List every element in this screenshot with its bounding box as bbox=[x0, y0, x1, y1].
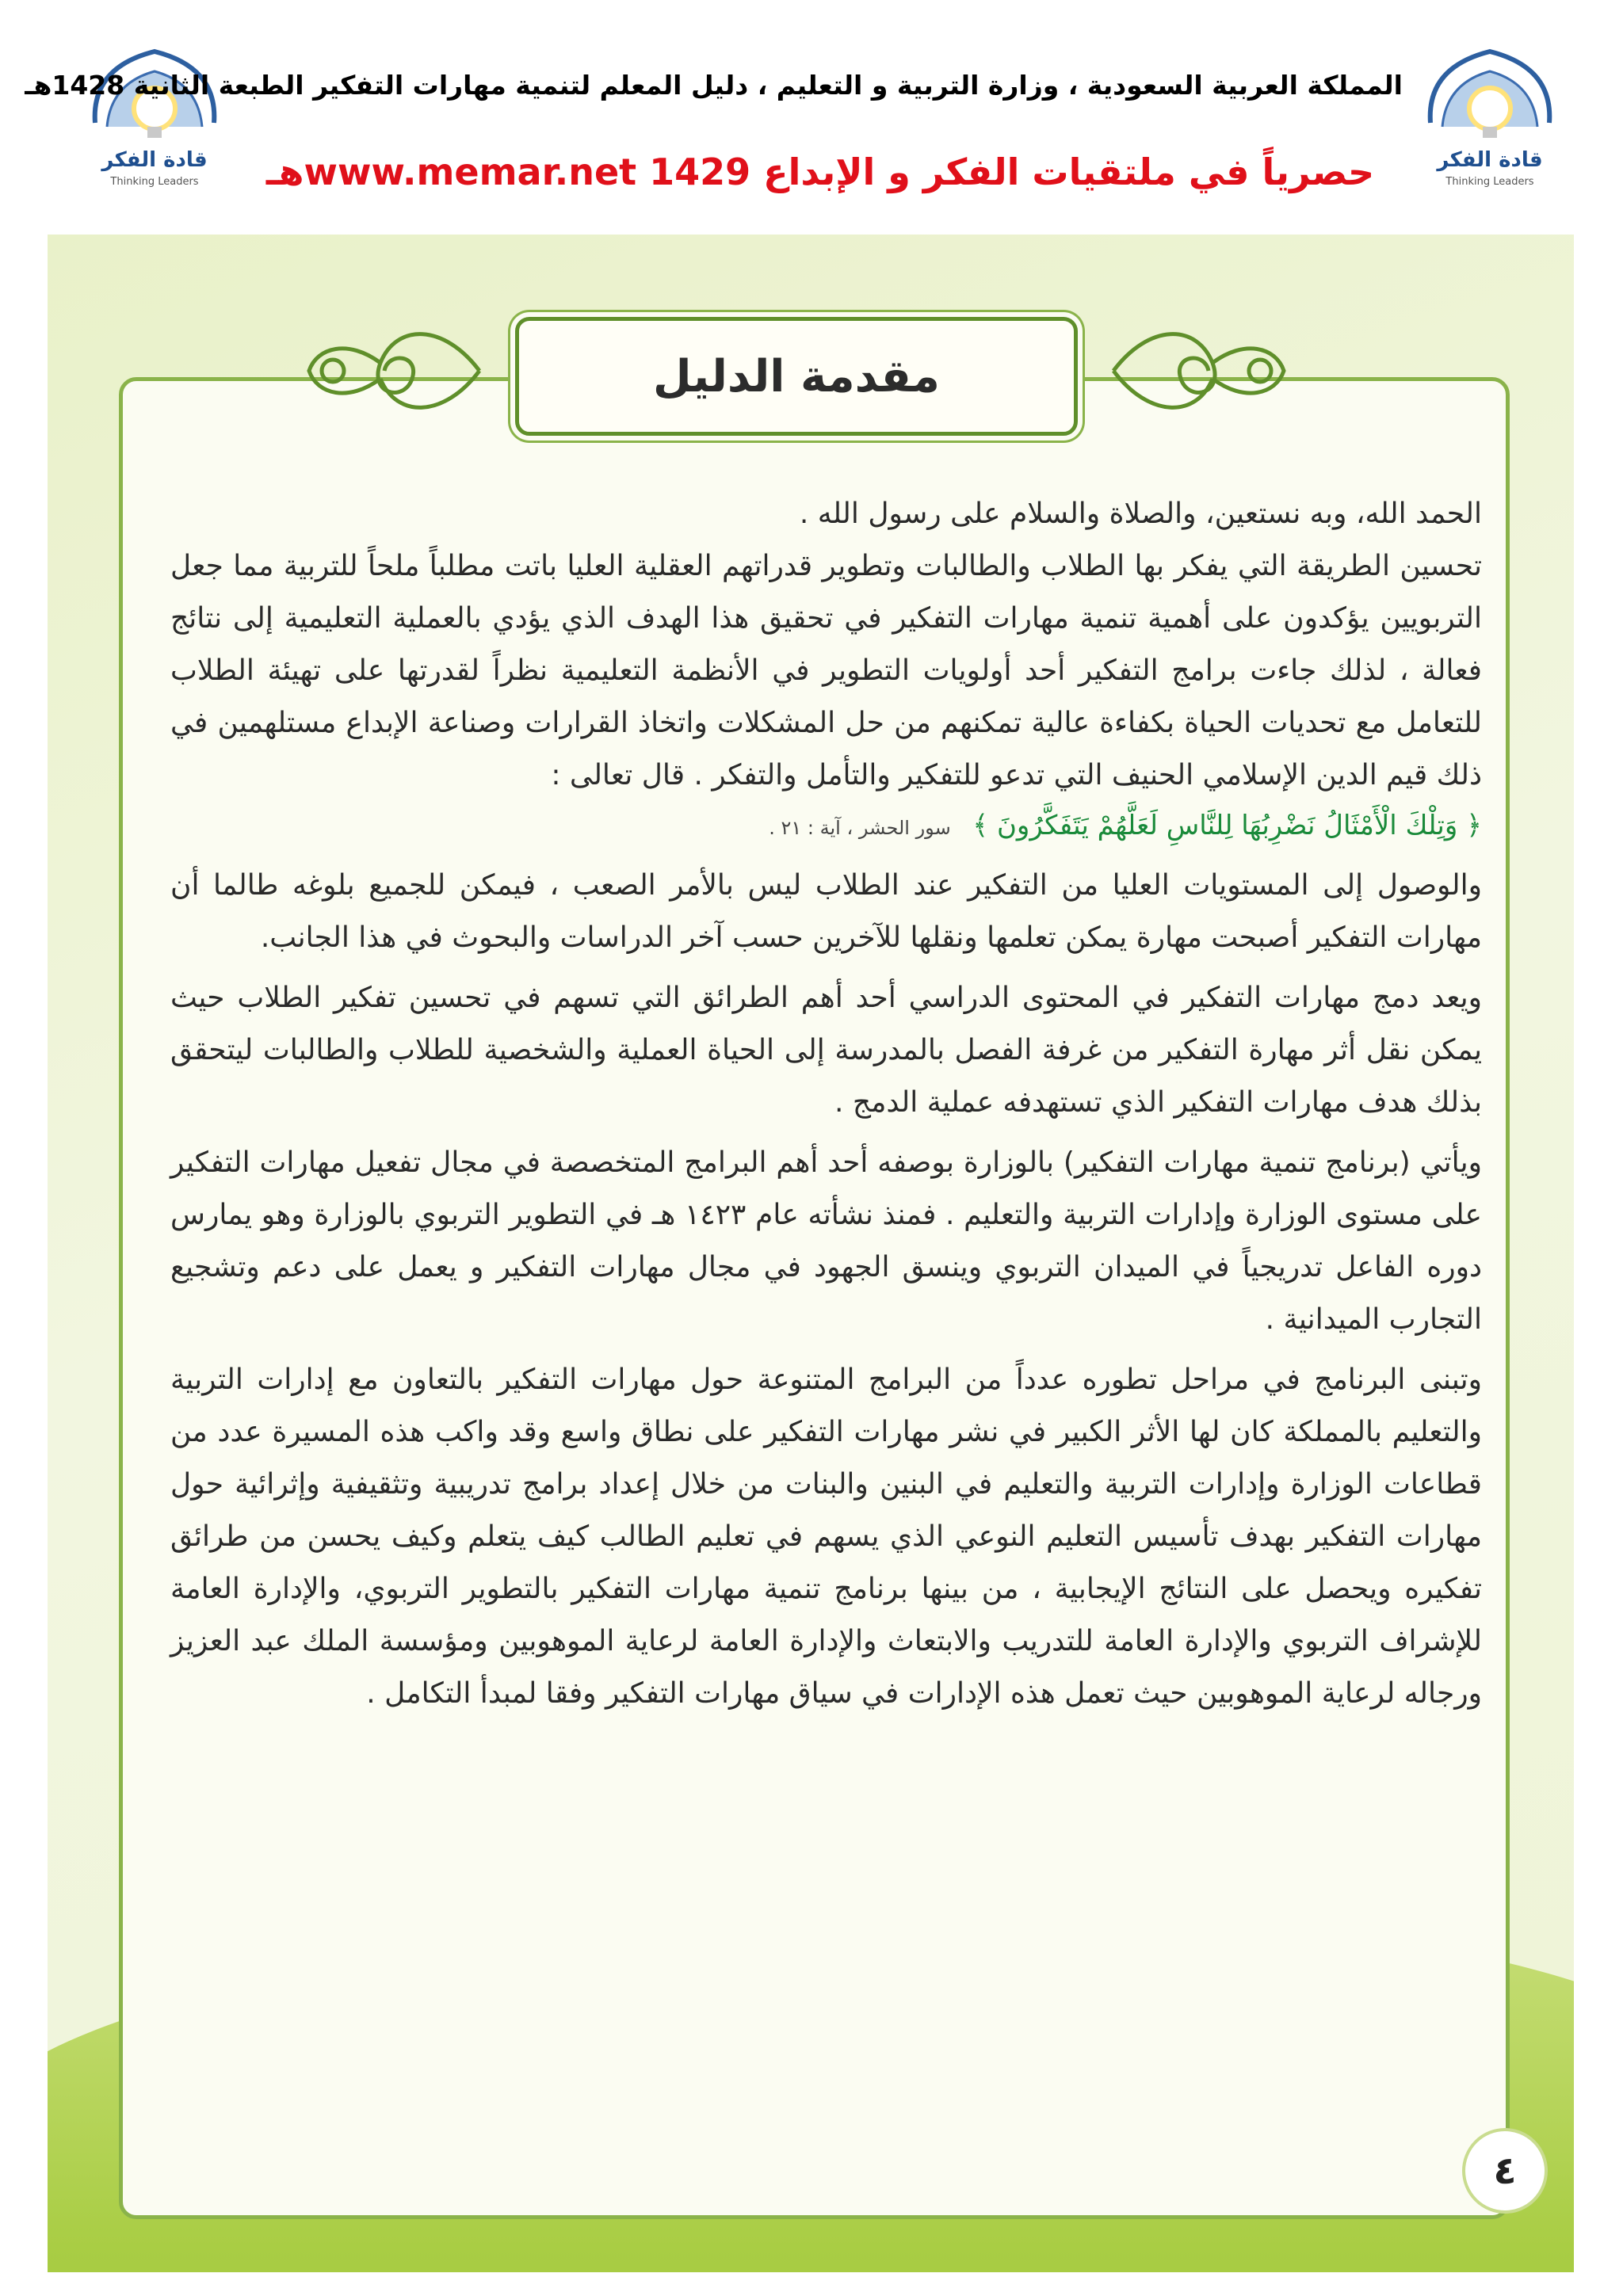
paragraph-thinking-importance: تحسين الطريقة التي يفكر بها الطلاب والطالبات وتطوير قدراتهم العقلية العليا باتت مطلباً ملحاً للتربية مما جعل التربويين يؤكدون على أهمية تنمية مهارات التفكير في تحقيق هذا الهدف الذي يؤدي بالعملية التعليمية إلى نتائج فعالة ، لذلك جاءت برامج التفكير أحد أولويات التطوير في الأنظمة التعليمية نظراً لقدرتها على تهيئة الطلاب للتعامل مع تحديات الحياة بكفاءة عالية تمكنهم من حل المشكلات واتخاذ القرارات وصناعة الإبداع مستلهمين في ذلك قيم الدين الإسلامي الحنيف التي تدعو للتفكير والتأمل والتفكر . قال تعالى : bbox=[170, 550, 1482, 791]
logo-text: قادة الفكر bbox=[101, 148, 208, 172]
page-title-box bbox=[515, 317, 1078, 436]
paragraph-integration: ويعد دمج مهارات التفكير في المحتوى الدراسي أحد أهم الطرائق التي تسهم في تحسين تفكير الطلاب حيث يمكن نقل أثر مهارة التفكير من غرفة الفصل بالمدرسة إلى الحياة العملية والشخصية للطلاب والطالبات ليتحقق بذلك هدف مهارات التفكير الذي تستهدفه عملية الدمج . bbox=[170, 982, 1482, 1119]
page-title: مقدمة الدليل bbox=[653, 350, 940, 402]
quran-verse-line bbox=[170, 802, 1482, 852]
logo-subtext: Thinking Leaders bbox=[110, 176, 199, 188]
header-website-line: حصرياً في ملتقيات الفكر و الإبداع www.memar.net 1429هـ bbox=[265, 151, 1375, 193]
arabesque-ornament-left-icon bbox=[301, 307, 483, 434]
header-publication-line: المملكة العربية السعودية ، وزارة التربية و التعليم ، دليل المعلم لتنمية مهارات التفكير الطبعة الثانية 1428هـ bbox=[25, 70, 1403, 101]
introduction-body bbox=[170, 488, 1482, 1720]
verse-reference: سور الحشر ، آية : ٢١ . bbox=[769, 817, 951, 839]
logo-subtext: Thinking Leaders bbox=[1445, 176, 1534, 188]
quran-verse: ﴿ وَتِلْكَ الْأَمْثَالُ نَضْرِبُهَا لِلنَّاسِ لَعَلَّهُمْ يَتَفَكَّرُونَ ﴾ bbox=[972, 810, 1482, 841]
scanned-page bbox=[48, 235, 1574, 2272]
paragraph-higher-levels: والوصول إلى المستويات العليا من التفكير عند الطلاب ليس بالأمر الصعب ، فيمكن للجميع بلوغه طالما أن مهارات التفكير أصبحت مهارة يمكن تعلمها ونقلها للآخرين حسب آخر الدراسات والبحوث في هذا الجانب. bbox=[170, 869, 1482, 954]
thinking-leaders-logo-right bbox=[1415, 36, 1565, 194]
arabesque-ornament-right-icon bbox=[1109, 307, 1292, 434]
document-header bbox=[0, 0, 1623, 230]
paragraph-program-development: وتبنى البرنامج في مراحل تطوره عدداً من البرامج المتنوعة حول مهارات التفكير بالتعاون مع إدارات التربية والتعليم بالمملكة كان لها الأثر الكبير في نشر مهارات التفكير على نطاق واسع وقد واكب هذه المسيرة عدد من قطاعات الوزارة وإدارات التربية والتعليم في البنين والبنات من خلال إعداد برامج تدريبية وتثقيفية وإثرائية حول مهارات التفكير بهدف تأسيس التعليم النوعي الذي يسهم في تعليم الطالب كيف يتعلم وكيف يحسن من طرائق تفكيره ويحصل على النتائج الإيجابية ، من بينها برنامج تنمية مهارات التفكير بالتطوير التربوي، والإدارة العامة للإشراف التربوي والإدارة العامة للتدريب والابتعاث والإدارة العامة لرعاية الموهوبين ومؤسسة الملك عبد العزيز ورجاله لرعاية الموهوبين حيث تعمل هذه الإدارات في سياق مهارات التفكير وفقا لمبدأ التكامل . bbox=[170, 1363, 1482, 1710]
paragraph-opening: الحمد الله، وبه نستعين، والصلاة والسلام على رسول الله . bbox=[799, 498, 1482, 530]
paragraph-program: ويأتي (برنامج تنمية مهارات التفكير) بالوزارة بوصفه أحد أهم البرامج المتخصصة في مجال تفعيل مهارات التفكير على مستوى الوزارة وإدارات التربية والتعليم . فمنذ نشأته عام ١٤٢٣ هـ في التطوير التربوي بالوزارة وهو يمارس دوره الفاعل تدريجياً في الميدان التربوي وينسق الجهود في مجال مهارات التفكير و يعمل على دعم وتشجيع التجارب الميدانية . bbox=[170, 1146, 1482, 1336]
thinking-leaders-logo-left bbox=[79, 36, 230, 194]
page-number: ٤ bbox=[1462, 2128, 1548, 2214]
logo-text: قادة الفكر bbox=[1437, 148, 1543, 172]
